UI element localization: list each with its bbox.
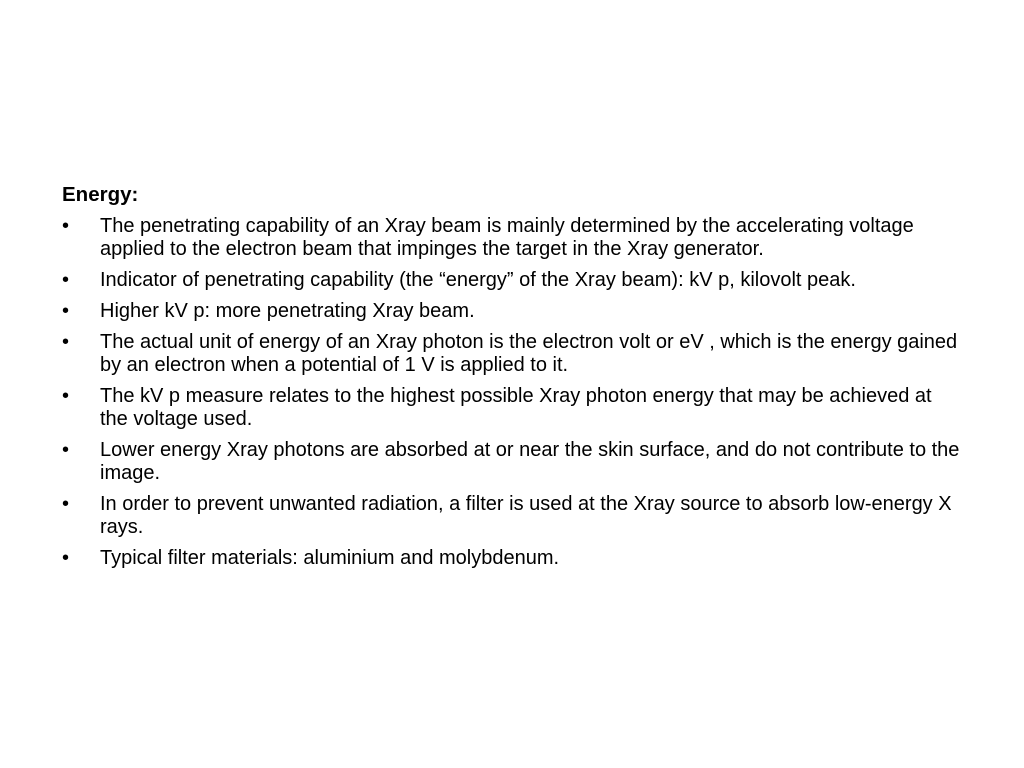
bullet-item	[62, 300, 962, 323]
bullet-text: Higher kV p: more penetrating Xray beam.	[100, 300, 475, 322]
bullet-item	[62, 493, 962, 539]
slide-content	[62, 181, 962, 578]
bullet-text: Indicator of penetrating capability (the “energy” of the Xray beam): kV p, kilovolt peak.	[100, 269, 856, 291]
bullet-item	[62, 215, 962, 261]
bullet-dot-icon: •	[62, 493, 70, 515]
bullet-dot-icon: •	[62, 215, 70, 237]
bullet-text: The actual unit of energy of an Xray photon is the electron volt or eV , which is the energy gained by an electron when a potential of 1 V is applied to it.	[100, 331, 958, 376]
bullet-dot-icon: •	[62, 300, 70, 322]
bullet-dot-icon: •	[62, 547, 70, 569]
bullet-item	[62, 269, 962, 292]
bullet-text: The kV p measure relates to the highest possible Xray photon energy that may be achieved at the voltage used.	[100, 385, 932, 430]
bullet-list	[62, 215, 962, 570]
bullet-text: Lower energy Xray photons are absorbed at or near the skin surface, and do not contribute to the image.	[100, 439, 960, 484]
bullet-text: The penetrating capability of an Xray beam is mainly determined by the accelerating voltage applied to the electron beam that impinges the target in the Xray generator.	[100, 215, 914, 260]
bullet-dot-icon: •	[62, 385, 70, 407]
slide-heading: Energy:	[62, 183, 139, 206]
bullet-dot-icon: •	[62, 331, 70, 353]
bullet-text: In order to prevent unwanted radiation, a filter is used at the Xray source to absorb low-energy X rays.	[100, 493, 952, 538]
bullet-item	[62, 439, 962, 485]
bullet-dot-icon: •	[62, 439, 70, 461]
bullet-text: Typical filter materials: aluminium and molybdenum.	[100, 547, 560, 569]
bullet-item	[62, 331, 962, 377]
bullet-dot-icon: •	[62, 269, 70, 291]
bullet-item	[62, 385, 962, 431]
bullet-item	[62, 547, 962, 570]
